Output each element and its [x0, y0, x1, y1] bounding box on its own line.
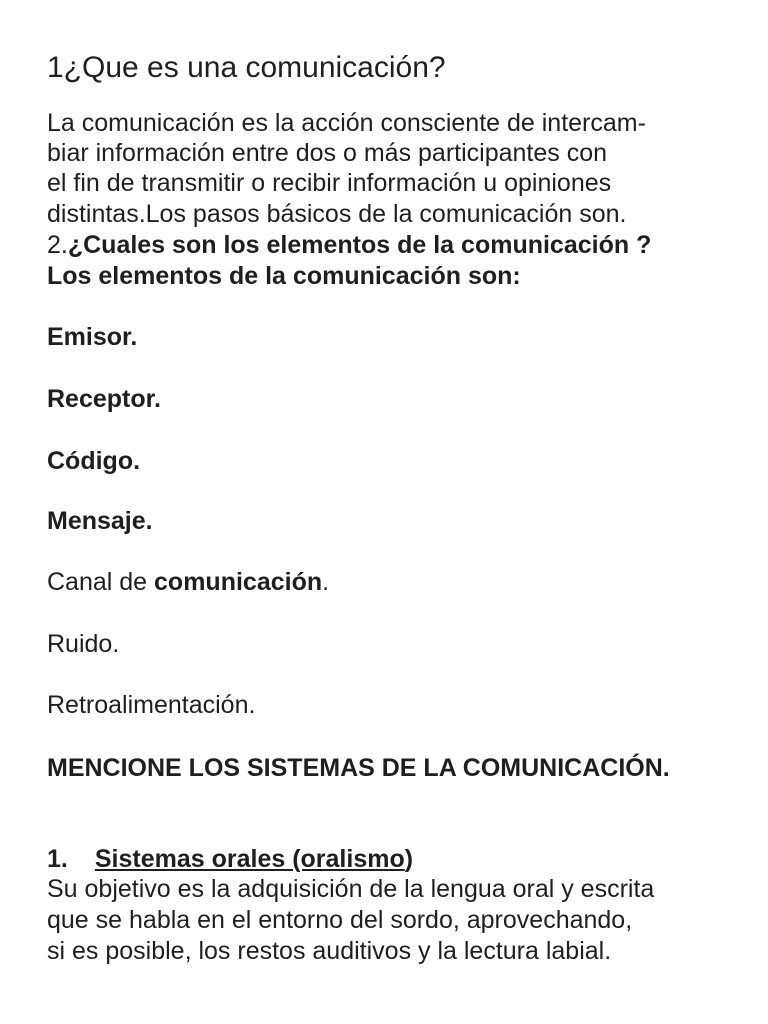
system-1-title-close: ): [404, 845, 414, 873]
system-1-heading: [47, 844, 413, 875]
definition-line-3: el fin de transmitir o recibir información u opiniones: [47, 169, 612, 197]
element-canal-suffix: .: [322, 568, 330, 596]
element-ruido: Ruido.: [47, 630, 120, 658]
question-2-number: 2.: [47, 231, 68, 259]
definition-line-4: distintas.Los pasos básicos de la comunicación son.: [47, 200, 627, 228]
element-canal-bold: comunicación: [154, 568, 323, 596]
system-1-description-line-2: que se habla en el entorno del sordo, aprovechando,: [47, 906, 633, 934]
system-1-title: Sistemas orales (oralismo: [94, 845, 405, 873]
system-1-description-line-1: Su objetivo es la adquisición de la lengua oral y escrita: [47, 875, 655, 903]
page-title: 1¿Que es una comunicación?: [47, 51, 446, 84]
element-canal: [47, 567, 329, 598]
definition-line-2: biar información entre dos o más participantes con: [47, 139, 608, 167]
elements-intro: Los elementos de la comunicación son:: [47, 262, 521, 290]
question-2-text: ¿Cuales son los elementos de la comunicación ?: [67, 231, 652, 259]
question-2: [47, 230, 651, 261]
element-codigo: Código.: [47, 447, 141, 475]
element-receptor: Receptor.: [47, 385, 161, 413]
element-retroalimentacion: Retroalimentación.: [47, 691, 256, 719]
element-mensaje: Mensaje.: [47, 507, 153, 535]
element-canal-prefix: Canal de: [47, 568, 155, 596]
element-emisor: Emisor.: [47, 323, 138, 351]
systems-heading: MENCIONE LOS SISTEMAS DE LA COMUNICACIÓN.: [47, 754, 670, 782]
system-1-description-line-3: si es posible, los restos auditivos y la lectura labial.: [47, 937, 612, 965]
definition-line-1: La comunicación es la acción consciente de intercam-: [47, 109, 646, 137]
system-1-number: 1.: [47, 845, 68, 873]
